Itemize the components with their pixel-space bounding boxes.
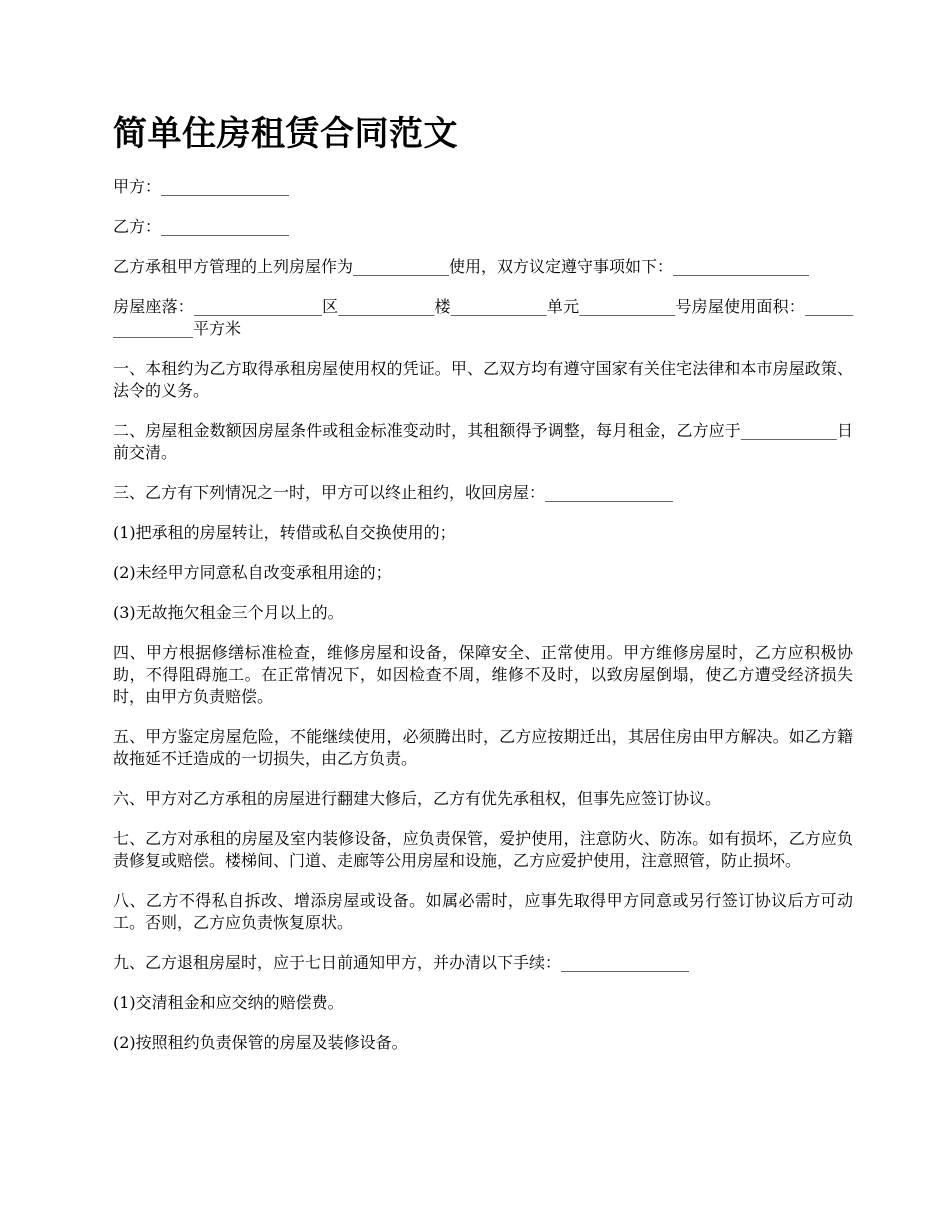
clause-3: 三、乙方有下列情况之一时，甲方可以终止租约，收回房屋：________________: [113, 483, 674, 502]
page-title: 简单住房租赁合同范文: [113, 114, 458, 154]
purpose-paragraph: 乙方承租甲方管理的上列房屋作为____________使用，双方议定遵守事项如下：_________________: [113, 257, 810, 276]
party-a-line: 甲方：________________: [113, 177, 290, 196]
location-paragraph: 房屋座落：________________区____________楼____________单元____________号房屋使用面积：________________平方米: [113, 297, 853, 338]
document-page: [113, 110, 853, 1072]
clause-5: 五、甲方鉴定房屋危险，不能继续使用，必须腾出时，乙方应按期迁出，其居住房由甲方解决。如乙方籍故拖延不迁造成的一切损失，由乙方负责。: [113, 727, 853, 768]
clause-9: 九、乙方退租房屋时，应于七日前通知甲方，并办清以下手续：________________: [113, 953, 690, 972]
clause-1: 一、本租约为乙方取得承租房屋使用权的凭证。甲、乙双方均有遵守国家有关住宅法律和本市房屋政策、法令的义务。: [113, 359, 853, 400]
party-b-line: 乙方：________________: [113, 217, 290, 236]
clause-6: 六、甲方对乙方承租的房屋进行翻建大修后，乙方有优先承租权，但事先应签订协议。: [113, 789, 722, 808]
clause-9-item-1: (1)交清租金和应交纳的赔偿费。: [113, 993, 344, 1012]
clause-3-item-1: (1)把承租的房屋转让，转借或私自交换使用的；: [113, 523, 456, 542]
clause-3-item-3: (3)无故拖欠租金三个月以上的。: [113, 603, 344, 622]
clause-7: 七、乙方对承租的房屋及室内装修设备，应负责保管，爱护使用，注意防火、防冻。如有损坏，乙方应负责修复或赔偿。楼梯间、门道、走廊等公用房屋和设施，乙方应爱护使用，注意照管，防止损坏。: [113, 829, 853, 870]
clause-4: 四、甲方根据修缮标准检查，维修房屋和设备，保障安全、正常使用。甲方维修房屋时，乙方应积极协助，不得阻碍施工。在正常情况下，如因检查不周，维修不及时，以致房屋倒塌，使乙方遭受经济损失时，由甲方负责赔偿。: [113, 643, 853, 706]
clause-9-item-2: (2)按照租约负责保管的房屋及装修设备。: [113, 1033, 408, 1052]
clause-8: 八、乙方不得私自拆改、增添房屋或设备。如属必需时，应事先取得甲方同意或另行签订协议后方可动工。否则，乙方应负责恢复原状。: [113, 891, 853, 932]
clause-2: 二、房屋租金数额因房屋条件或租金标准变动时，其租额得予调整，每月租金，乙方应于____________日前交清。: [113, 421, 853, 462]
clause-3-item-2: (2)未经甲方同意私自改变承租用途的；: [113, 563, 392, 582]
